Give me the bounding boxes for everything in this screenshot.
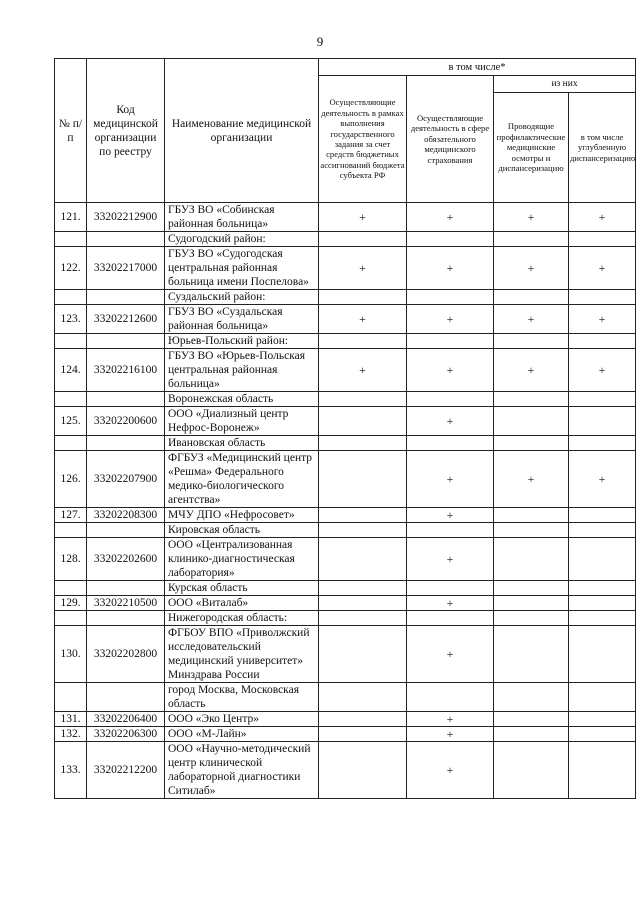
mark-budget bbox=[319, 683, 407, 712]
mark-deep: + bbox=[569, 349, 636, 392]
mark-oms: + bbox=[407, 727, 494, 742]
region-row bbox=[55, 523, 636, 538]
org-name: ФГБУЗ «Медицинский центр «Решма» Федерального медико-биологического агентства» bbox=[165, 451, 319, 508]
mark-deep bbox=[569, 523, 636, 538]
mark-budget bbox=[319, 742, 407, 799]
mark-budget bbox=[319, 232, 407, 247]
org-name: ГБУЗ ВО «Юрьев-Польская центральная районная больница» bbox=[165, 349, 319, 392]
mark-oms: + bbox=[407, 538, 494, 581]
region-name: Воронежская область bbox=[165, 392, 319, 407]
mark-deep bbox=[569, 742, 636, 799]
mark-deep bbox=[569, 683, 636, 712]
mark-deep bbox=[569, 712, 636, 727]
mark-prof: + bbox=[494, 247, 569, 290]
mark-prof bbox=[494, 334, 569, 349]
table-row bbox=[55, 712, 636, 727]
mark-prof bbox=[494, 232, 569, 247]
header-num: № п/п bbox=[55, 59, 87, 203]
mark-oms bbox=[407, 611, 494, 626]
table-row bbox=[55, 596, 636, 611]
region-name: Суздальский район: bbox=[165, 290, 319, 305]
region-name: Ивановская область bbox=[165, 436, 319, 451]
row-number: 122. bbox=[55, 247, 87, 290]
mark-budget: + bbox=[319, 203, 407, 232]
code-cell bbox=[87, 334, 165, 349]
mark-deep bbox=[569, 596, 636, 611]
header-budget: Осуществляющие деятельность в рамках выполнения государственного задания за счет средств бюджетных ассигнований бюджета субъекта РФ bbox=[319, 76, 407, 203]
row-number: 127. bbox=[55, 508, 87, 523]
mark-prof bbox=[494, 436, 569, 451]
code-cell bbox=[87, 290, 165, 305]
org-name: ГБУЗ ВО «Судогодская центральная районная больница имени Поспелова» bbox=[165, 247, 319, 290]
mark-oms bbox=[407, 232, 494, 247]
num-cell bbox=[55, 683, 87, 712]
mark-deep bbox=[569, 508, 636, 523]
table-row bbox=[55, 305, 636, 334]
mark-oms bbox=[407, 334, 494, 349]
table-header bbox=[55, 59, 636, 203]
org-code: 33202212600 bbox=[87, 305, 165, 334]
mark-deep bbox=[569, 232, 636, 247]
region-row bbox=[55, 334, 636, 349]
num-cell bbox=[55, 611, 87, 626]
page-number: 9 bbox=[316, 34, 324, 49]
mark-deep bbox=[569, 407, 636, 436]
org-name: МЧУ ДПО «Нефросовет» bbox=[165, 508, 319, 523]
mark-oms: + bbox=[407, 451, 494, 508]
row-number: 129. bbox=[55, 596, 87, 611]
mark-deep: + bbox=[569, 451, 636, 508]
org-name: ГБУЗ ВО «Собинская районная больница» bbox=[165, 203, 319, 232]
table-row bbox=[55, 626, 636, 683]
num-cell bbox=[55, 392, 87, 407]
org-code: 33202202600 bbox=[87, 538, 165, 581]
mark-prof: + bbox=[494, 349, 569, 392]
mark-prof: + bbox=[494, 451, 569, 508]
mark-prof bbox=[494, 290, 569, 305]
mark-budget bbox=[319, 436, 407, 451]
header-deep: в том числе углубленную диспансеризацию bbox=[569, 93, 636, 203]
mark-budget bbox=[319, 334, 407, 349]
region-name: Юрьев-Польский район: bbox=[165, 334, 319, 349]
mark-oms bbox=[407, 436, 494, 451]
mark-oms: + bbox=[407, 407, 494, 436]
mark-budget bbox=[319, 712, 407, 727]
mark-oms bbox=[407, 581, 494, 596]
mark-oms: + bbox=[407, 349, 494, 392]
num-cell bbox=[55, 523, 87, 538]
mark-budget bbox=[319, 392, 407, 407]
mark-prof bbox=[494, 712, 569, 727]
num-cell bbox=[55, 290, 87, 305]
region-name: Судогодский район: bbox=[165, 232, 319, 247]
org-code: 33202202800 bbox=[87, 626, 165, 683]
mark-prof bbox=[494, 538, 569, 581]
mark-budget bbox=[319, 727, 407, 742]
table-row bbox=[55, 349, 636, 392]
mark-deep: + bbox=[569, 305, 636, 334]
mark-oms: + bbox=[407, 508, 494, 523]
org-code: 33202212900 bbox=[87, 203, 165, 232]
mark-deep bbox=[569, 334, 636, 349]
table-row bbox=[55, 727, 636, 742]
mark-deep bbox=[569, 538, 636, 581]
org-name: ФГБОУ ВПО «Приволжский исследовательский медицинский университет» Минздрава России bbox=[165, 626, 319, 683]
mark-deep: + bbox=[569, 203, 636, 232]
mark-budget bbox=[319, 611, 407, 626]
mark-budget bbox=[319, 451, 407, 508]
header-name: Наименование медицинской организации bbox=[165, 59, 319, 203]
code-cell bbox=[87, 232, 165, 247]
row-number: 133. bbox=[55, 742, 87, 799]
mark-deep bbox=[569, 611, 636, 626]
mark-budget bbox=[319, 523, 407, 538]
mark-prof bbox=[494, 581, 569, 596]
table-row bbox=[55, 508, 636, 523]
region-name: Кировская область bbox=[165, 523, 319, 538]
org-name: ООО «Диализный центр Нефрос-Воронеж» bbox=[165, 407, 319, 436]
row-number: 128. bbox=[55, 538, 87, 581]
mark-budget bbox=[319, 596, 407, 611]
mark-prof bbox=[494, 683, 569, 712]
mark-budget bbox=[319, 508, 407, 523]
mark-deep bbox=[569, 581, 636, 596]
org-code: 33202206400 bbox=[87, 712, 165, 727]
code-cell bbox=[87, 683, 165, 712]
row-number: 124. bbox=[55, 349, 87, 392]
mark-prof bbox=[494, 523, 569, 538]
org-code: 33202200600 bbox=[87, 407, 165, 436]
mark-prof bbox=[494, 392, 569, 407]
org-code: 33202206300 bbox=[87, 727, 165, 742]
table-row bbox=[55, 407, 636, 436]
mark-prof bbox=[494, 596, 569, 611]
table-row bbox=[55, 742, 636, 799]
mark-budget bbox=[319, 407, 407, 436]
mark-budget bbox=[319, 290, 407, 305]
row-number: 130. bbox=[55, 626, 87, 683]
mark-prof bbox=[494, 508, 569, 523]
region-row bbox=[55, 290, 636, 305]
mark-deep bbox=[569, 290, 636, 305]
org-code: 33202207900 bbox=[87, 451, 165, 508]
num-cell bbox=[55, 334, 87, 349]
table-row bbox=[55, 247, 636, 290]
header-code: Код медицинской организации по реестру bbox=[87, 59, 165, 203]
region-name: Нижегородская область: bbox=[165, 611, 319, 626]
mark-oms: + bbox=[407, 305, 494, 334]
region-name: город Москва, Московская область bbox=[165, 683, 319, 712]
mark-oms: + bbox=[407, 247, 494, 290]
mark-deep bbox=[569, 626, 636, 683]
region-name: Курская область bbox=[165, 581, 319, 596]
table-row bbox=[55, 451, 636, 508]
header-prof: Проводящие профилактические медицинские осмотры и диспансеризацию bbox=[494, 93, 569, 203]
header-of-them: из них bbox=[494, 76, 636, 93]
mark-prof bbox=[494, 727, 569, 742]
mark-prof bbox=[494, 611, 569, 626]
org-code: 33202210500 bbox=[87, 596, 165, 611]
row-number: 126. bbox=[55, 451, 87, 508]
num-cell bbox=[55, 232, 87, 247]
mark-oms bbox=[407, 523, 494, 538]
mark-oms bbox=[407, 683, 494, 712]
org-name: ООО «Эко Центр» bbox=[165, 712, 319, 727]
org-name: ООО «Централизованная клинико-диагностическая лаборатория» bbox=[165, 538, 319, 581]
org-name: ГБУЗ ВО «Суздальская районная больница» bbox=[165, 305, 319, 334]
row-number: 121. bbox=[55, 203, 87, 232]
table-body bbox=[55, 203, 636, 799]
region-row bbox=[55, 683, 636, 712]
mark-budget: + bbox=[319, 305, 407, 334]
header-oms: Осуществляющие деятельность в сфере обязательного медицинского страхования bbox=[407, 76, 494, 203]
mark-budget: + bbox=[319, 349, 407, 392]
mark-oms bbox=[407, 290, 494, 305]
mark-prof: + bbox=[494, 305, 569, 334]
mark-budget: + bbox=[319, 247, 407, 290]
mark-oms: + bbox=[407, 596, 494, 611]
org-code: 33202216100 bbox=[87, 349, 165, 392]
org-code: 33202208300 bbox=[87, 508, 165, 523]
org-name: ООО «М-Лайн» bbox=[165, 727, 319, 742]
region-row bbox=[55, 581, 636, 596]
mark-oms: + bbox=[407, 203, 494, 232]
region-row bbox=[55, 392, 636, 407]
mark-prof bbox=[494, 626, 569, 683]
mark-oms: + bbox=[407, 712, 494, 727]
region-row bbox=[55, 611, 636, 626]
mark-budget bbox=[319, 626, 407, 683]
row-number: 132. bbox=[55, 727, 87, 742]
region-row bbox=[55, 436, 636, 451]
code-cell bbox=[87, 581, 165, 596]
org-name: ООО «Научно-методический центр клинической лабораторной диагностики Ситилаб» bbox=[165, 742, 319, 799]
org-code: 33202212200 bbox=[87, 742, 165, 799]
mark-deep bbox=[569, 392, 636, 407]
org-name: ООО «Виталаб» bbox=[165, 596, 319, 611]
mark-deep bbox=[569, 436, 636, 451]
org-code: 33202217000 bbox=[87, 247, 165, 290]
table-row bbox=[55, 203, 636, 232]
code-cell bbox=[87, 436, 165, 451]
region-row bbox=[55, 232, 636, 247]
mark-prof bbox=[494, 407, 569, 436]
mark-budget bbox=[319, 538, 407, 581]
mark-oms: + bbox=[407, 626, 494, 683]
mark-deep bbox=[569, 727, 636, 742]
code-cell bbox=[87, 392, 165, 407]
mark-oms: + bbox=[407, 742, 494, 799]
mark-oms bbox=[407, 392, 494, 407]
mark-deep: + bbox=[569, 247, 636, 290]
row-number: 123. bbox=[55, 305, 87, 334]
table-row bbox=[55, 538, 636, 581]
code-cell bbox=[87, 523, 165, 538]
mark-prof bbox=[494, 742, 569, 799]
mark-prof: + bbox=[494, 203, 569, 232]
num-cell bbox=[55, 581, 87, 596]
mark-budget bbox=[319, 581, 407, 596]
row-number: 131. bbox=[55, 712, 87, 727]
row-number: 125. bbox=[55, 407, 87, 436]
medical-organizations-table bbox=[54, 58, 636, 799]
num-cell bbox=[55, 436, 87, 451]
code-cell bbox=[87, 611, 165, 626]
header-including: в том числе* bbox=[319, 59, 636, 76]
